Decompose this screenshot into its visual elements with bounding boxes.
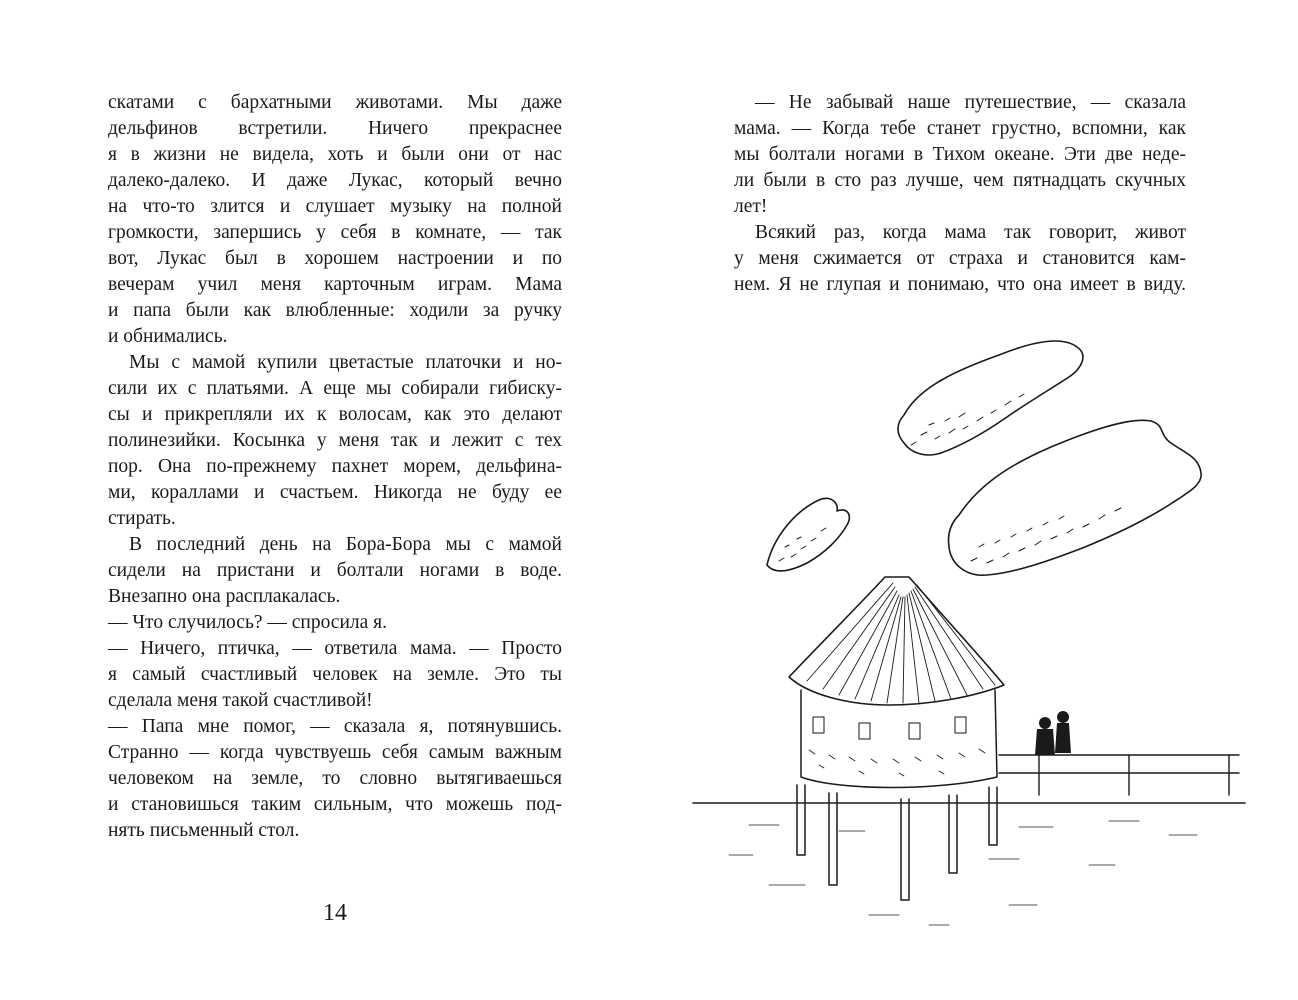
text-line: на что-то злится и слушает музыку на полной (108, 196, 562, 217)
text-line: и становишься таким сильным, что можешь под- (108, 794, 562, 815)
text-line: пор. Она по-прежнему пахнет морем, дельфина- (108, 456, 562, 477)
text-line: В последний день на Бора-Бора мы с мамой (129, 534, 562, 555)
text-line: мы болтали ногами в Тихом океане. Эти две неде- (734, 144, 1186, 165)
text-line: — Ничего, птичка, — ответила мама. — Просто (108, 638, 562, 659)
text-line: я самый счастливый человек на земле. Это ты (108, 664, 562, 685)
text-line: громкости, запершись у себя в комнате, — так (108, 222, 562, 243)
text-line: вечерам учил меня карточным играм. Мама (108, 274, 562, 295)
water-surface (693, 803, 1245, 925)
text-line: человеком на земле, то словно вытягиваешься (108, 768, 562, 789)
cloud-right (948, 420, 1201, 575)
text-line: Странно — когда чувствуешь себя самым важным (108, 742, 562, 763)
text-line: полинезийки. Косынка у меня так и лежит с тех (108, 430, 562, 451)
text-line: у меня сжимается от страха и становится кам- (734, 248, 1186, 269)
hut-illustration (689, 325, 1249, 960)
text-line: мама. — Когда тебе станет грустно, вспомни, как (734, 118, 1186, 139)
text-line: вот, Лукас был в хорошем настроении и по (108, 248, 562, 269)
text-line: — Что случилось? — спросила я. (108, 612, 388, 633)
cloud-small (767, 498, 849, 570)
text-line: Внезапно она расплакалась. (108, 586, 341, 607)
hut-on-stilts-drawing (689, 325, 1249, 955)
text-line: и обнимались. (108, 326, 228, 347)
text-line: нять письменный стол. (108, 820, 300, 841)
text-line: сы и прикрепляли их к волосам, как это делают (108, 404, 562, 425)
text-line: далеко-далеко. И даже Лукас, который вечно (108, 170, 562, 191)
text-line: ли были в сто раз лучше, чем пятнадцать скучных (734, 170, 1186, 191)
text-line: Мы с мамой купили цветастые платочки и но- (129, 352, 562, 373)
text-line: лет! (734, 196, 768, 217)
page-number: 14 (323, 900, 347, 926)
right-page (649, 0, 1298, 1000)
text-line: сделала меня такой счастливой! (108, 690, 373, 711)
text-line: — Не забывай наше путешествие, — сказала (755, 92, 1186, 113)
pier-with-people (999, 711, 1239, 795)
cloud-upper (898, 341, 1083, 455)
text-line: сили их с платьями. А еще мы собирали гибиску- (108, 378, 562, 399)
text-line: и папа были как влюбленные: ходили за ручку (108, 300, 562, 321)
text-line: я в жизни не видела, хоть и были они от нас (108, 144, 562, 165)
text-line: — Папа мне помог, — сказала я, потянувшись. (108, 716, 562, 737)
text-line: нем. Я не глупая и понимаю, что она имеет в виду. (734, 274, 1186, 295)
text-line: сидели на пристани и болтали ногами в воде. (108, 560, 562, 581)
text-line: стирать. (108, 508, 176, 529)
thatched-roof (789, 577, 1004, 705)
text-line: скатами с бархатными животами. Мы даже (108, 92, 562, 113)
text-line: Всякий раз, когда мама так говорит, живот (755, 222, 1186, 243)
text-line: ми, кораллами и счастьем. Никогда не буду ее (108, 482, 562, 503)
text-line: дельфинов встретили. Ничего прекраснее (108, 118, 562, 139)
